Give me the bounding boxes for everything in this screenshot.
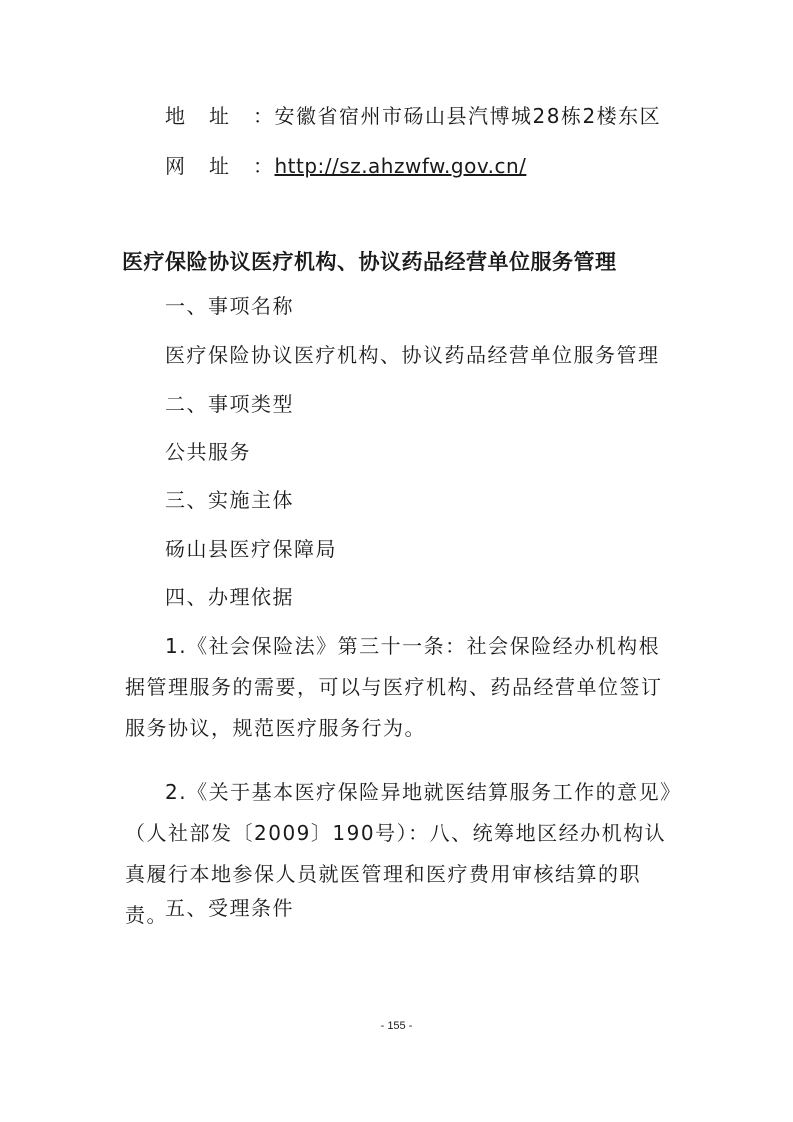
website-line [165, 154, 526, 178]
address-label: 地址 [165, 104, 253, 128]
item1-value: 医疗保险协议医疗机构、协议药品经营单位服务管理 [165, 343, 660, 367]
basis-paragraph-2: 2.《关于基本医疗保险异地就医结算服务工作的意见》（人社部发〔2009〕190号）：八、统筹地区经办机构认真履行本地参保人员就医管理和医疗费用审核结算的职责。 [125, 780, 672, 927]
item1-heading: 一、事项名称 [165, 294, 294, 318]
website-link[interactable]: http://sz.ahzwfw.gov.cn/ [274, 154, 527, 178]
address-line [165, 104, 661, 128]
item2-value: 公共服务 [165, 440, 251, 464]
basis-paragraph-1: 1.《社会保险法》第三十一条：社会保险经办机构根据管理服务的需要，可以与医疗机构、药品经营单位签订服务协议，规范医疗服务行为。 [125, 634, 663, 740]
section-title: 医疗保险协议医疗机构、协议药品经营单位服务管理 [122, 250, 617, 274]
website-label: 网址 [165, 154, 253, 178]
website-colon: ： [253, 154, 275, 178]
address-colon: ： [253, 104, 275, 128]
address-value: 安徽省宿州市砀山县汽博城28栋2楼东区 [274, 104, 662, 128]
item5-heading: 五、受理条件 [165, 896, 294, 920]
item4-heading: 四、办理依据 [165, 585, 294, 609]
item3-value: 砀山县医疗保障局 [165, 537, 337, 561]
item2-heading: 二、事项类型 [165, 392, 294, 416]
item3-heading: 三、实施主体 [165, 488, 294, 512]
page-number: - 155 - [380, 1020, 413, 1032]
